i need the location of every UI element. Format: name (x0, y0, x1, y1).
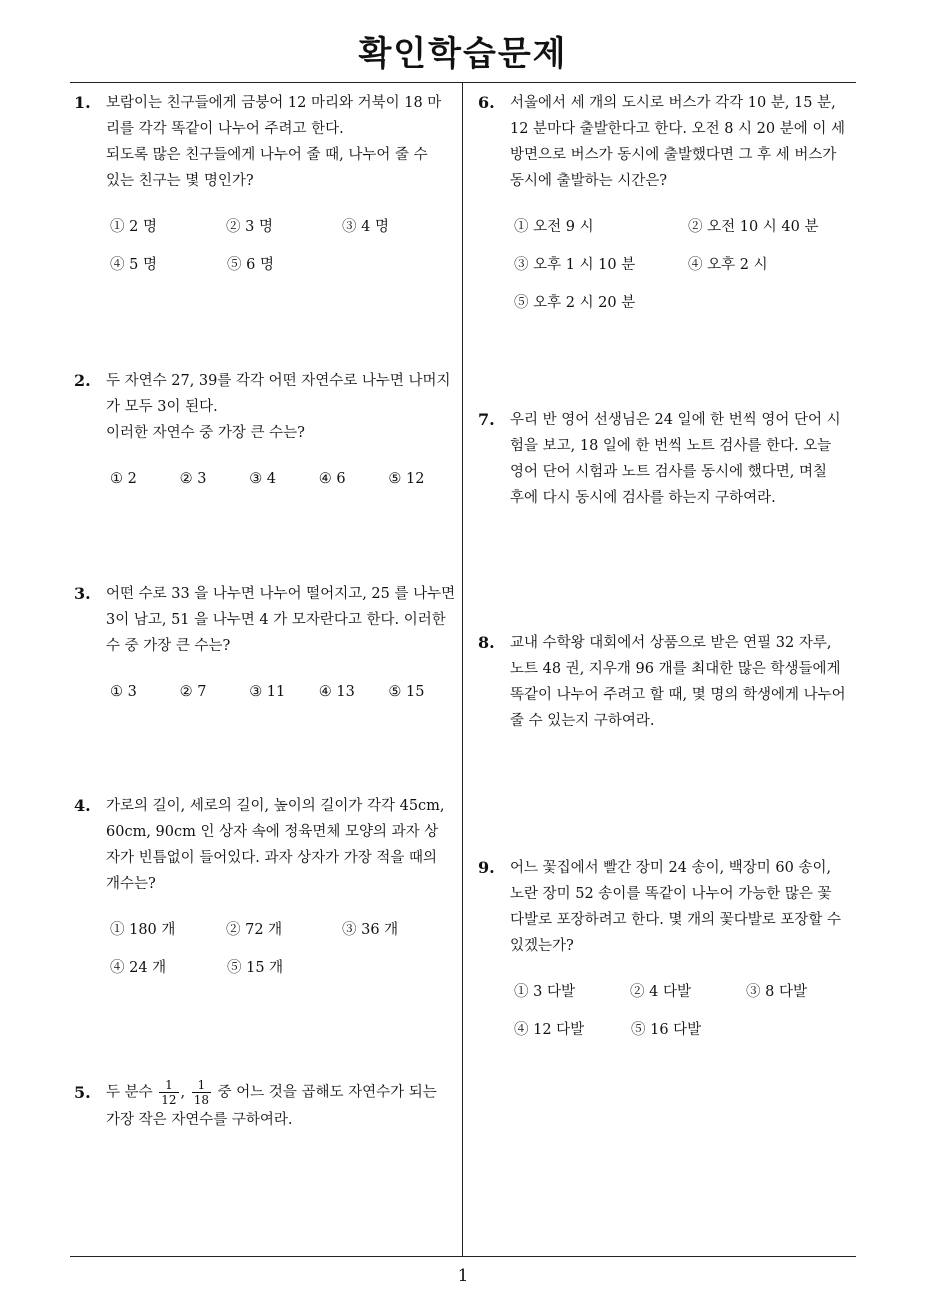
top-rule (70, 82, 856, 83)
text-line: 방면으로 버스가 동시에 출발했다면 그 후 세 버스가 (510, 147, 837, 163)
text-line: 가 모두 3이 된다. (106, 399, 218, 415)
question-5 (74, 1078, 458, 1133)
text-line: 있겠는가? (510, 938, 574, 954)
answer-choices (110, 911, 458, 987)
question-text (510, 855, 862, 959)
choice-4[interactable]: ④ 6 (318, 471, 346, 487)
choice-4[interactable]: ④ 5 명 (110, 257, 157, 273)
text-line: 교내 수학왕 대회에서 상품으로 받은 연필 32 자루, (510, 635, 832, 651)
choice-1[interactable]: ① 2 명 (110, 219, 157, 235)
text-line: 가장 작은 자연수를 구하여라. (106, 1112, 293, 1128)
question-7 (478, 407, 862, 511)
choice-1[interactable]: ① 3 다발 (514, 984, 575, 1000)
text-line: 리를 각각 똑같이 나누어 주려고 한다. (106, 121, 344, 137)
question-8 (478, 630, 862, 734)
text-line: 노트 48 권, 지우개 96 개를 최대한 많은 학생들에게 (510, 661, 841, 677)
question-9 (478, 855, 862, 1049)
choice-5[interactable]: ⑤ 12 (388, 471, 425, 487)
text-line: 되도록 많은 친구들에게 나누어 줄 때, 나누어 줄 수 (106, 147, 428, 163)
question-number: 2. (74, 371, 91, 390)
question-text (106, 581, 458, 659)
text-line: 개수는? (106, 876, 156, 892)
choice-2[interactable]: ② 4 다발 (630, 984, 691, 1000)
text-line: 다발로 포장하려고 한다. 몇 개의 꽃다발로 포장할 수 (510, 912, 842, 928)
choice-4[interactable]: ④ 12 다발 (514, 1022, 585, 1038)
choice-3[interactable]: ③ 11 (249, 684, 286, 700)
text-line: 우리 반 영어 선생님은 24 일에 한 번씩 영어 단어 시 (510, 412, 841, 428)
question-4 (74, 793, 458, 987)
choice-4[interactable]: ④ 13 (318, 684, 355, 700)
text-line: 똑같이 나누어 주려고 할 때, 몇 명의 학생에게 나누어 (510, 687, 846, 703)
question-3 (74, 581, 458, 711)
text-line: 보람이는 친구들에게 금붕어 12 마리와 거북이 18 마 (106, 95, 442, 111)
fraction-numerator: 1 (165, 1078, 173, 1092)
text-line: 자가 빈틈없이 들어있다. 과자 상자가 가장 적을 때의 (106, 850, 438, 866)
text-line: 3이 남고, 51 을 나누면 4 가 모자란다고 한다. 이러한 (106, 612, 446, 628)
choice-5[interactable]: ⑤ 16 다발 (631, 1022, 702, 1038)
question-number: 8. (478, 633, 495, 652)
answer-choices (514, 208, 862, 322)
text-line: 12 분마다 출발한다고 한다. 오전 8 시 20 분에 이 세 (510, 121, 845, 137)
question-number: 1. (74, 93, 91, 112)
question-text (106, 1078, 458, 1133)
fraction-denominator: 18 (193, 1093, 210, 1107)
text-line: 서울에서 세 개의 도시로 버스가 각각 10 분, 15 분, (510, 95, 836, 111)
text-line: 있는 친구는 몇 명인가? (106, 173, 254, 189)
choice-1[interactable]: ① 180 개 (110, 922, 176, 938)
choice-1[interactable]: ① 오전 9 시 (514, 219, 594, 235)
text-line: 어떤 수로 33 을 나누면 나누어 떨어지고, 25 를 나누면 (106, 586, 456, 602)
fraction-separator: , (180, 1084, 186, 1101)
choice-4[interactable]: ④ 오후 2 시 (688, 257, 768, 273)
text-line: 60cm, 90cm 인 상자 속에 정육면체 모양의 과자 상 (106, 824, 439, 840)
text-fragment: 두 분수 (106, 1084, 153, 1101)
choice-5[interactable]: ⑤ 오후 2 시 20 분 (514, 295, 636, 311)
question-text (510, 407, 862, 511)
text-line: 동시에 출발하는 시간은? (510, 173, 668, 189)
choice-2[interactable]: ② 7 (179, 684, 207, 700)
fraction-1-12 (159, 1078, 178, 1107)
question-text (106, 90, 458, 194)
answer-choices (110, 460, 458, 498)
column-divider (462, 82, 463, 1256)
text-line: 두 자연수 27, 39를 각각 어떤 자연수로 나누면 나머지 (106, 373, 451, 389)
question-2 (74, 368, 458, 498)
text-line: 험을 보고, 18 일에 한 번씩 노트 검사를 한다. 오늘 (510, 438, 832, 454)
question-number: 3. (74, 584, 91, 603)
choice-2[interactable]: ② 3 (179, 471, 207, 487)
question-text (106, 793, 458, 897)
fraction-denominator: 12 (161, 1093, 177, 1107)
question-number: 4. (74, 796, 91, 815)
choice-3[interactable]: ③ 4 명 (342, 219, 389, 235)
choice-1[interactable]: ① 3 (110, 684, 137, 700)
question-number: 9. (478, 858, 495, 877)
question-1 (74, 90, 458, 284)
choice-2[interactable]: ② 3 명 (226, 219, 273, 235)
choice-1[interactable]: ① 2 (110, 471, 137, 487)
question-text (510, 630, 862, 734)
choice-3[interactable]: ③ 오후 1 시 10 분 (514, 257, 636, 273)
choice-4[interactable]: ④ 24 개 (110, 960, 167, 976)
fraction-1-18 (192, 1078, 211, 1107)
question-text (510, 90, 862, 194)
answer-choices (514, 973, 862, 1049)
text-line: 노란 장미 52 송이를 똑같이 나누어 가능한 많은 꽃 (510, 886, 832, 902)
answer-choices (110, 673, 458, 711)
question-6 (478, 90, 862, 322)
text-line: 줄 수 있는지 구하여라. (510, 713, 655, 729)
text-line: 가로의 길이, 세로의 길이, 높이의 길이가 각각 45cm, (106, 798, 445, 814)
fraction-numerator: 1 (197, 1078, 206, 1092)
answer-choices (110, 208, 458, 284)
choice-5[interactable]: ⑤ 15 개 (227, 960, 284, 976)
question-number: 7. (478, 410, 495, 429)
question-number: 6. (478, 93, 495, 112)
text-line: 수 중 가장 큰 수는? (106, 638, 231, 654)
bottom-rule (70, 1256, 856, 1257)
choice-5[interactable]: ⑤ 15 (388, 684, 425, 700)
question-text (106, 368, 458, 446)
choice-3[interactable]: ③ 8 다발 (746, 984, 807, 1000)
choice-5[interactable]: ⑤ 6 명 (227, 257, 274, 273)
text-line: 영어 단어 시험과 노트 검사를 동시에 했다면, 며칠 (510, 464, 828, 480)
text-fragment: 중 어느 것을 곱해도 자연수가 되는 (217, 1084, 437, 1101)
question-number: 5. (74, 1083, 91, 1102)
text-line: 어느 꽃집에서 빨간 장미 24 송이, 백장미 60 송이, (510, 860, 832, 876)
choice-3[interactable]: ③ 36 개 (342, 922, 399, 938)
page-title: 확인학습문제 (358, 34, 568, 74)
text-line: 이러한 자연수 중 가장 큰 수는? (106, 425, 305, 441)
text-line: 후에 다시 동시에 검사를 하는지 구하여라. (510, 490, 776, 506)
choice-2[interactable]: ② 72 개 (226, 922, 283, 938)
text-line (106, 1078, 458, 1107)
choice-2[interactable]: ② 오전 10 시 40 분 (688, 219, 819, 235)
page-number: 1 (457, 1266, 469, 1286)
choice-3[interactable]: ③ 4 (249, 471, 277, 487)
